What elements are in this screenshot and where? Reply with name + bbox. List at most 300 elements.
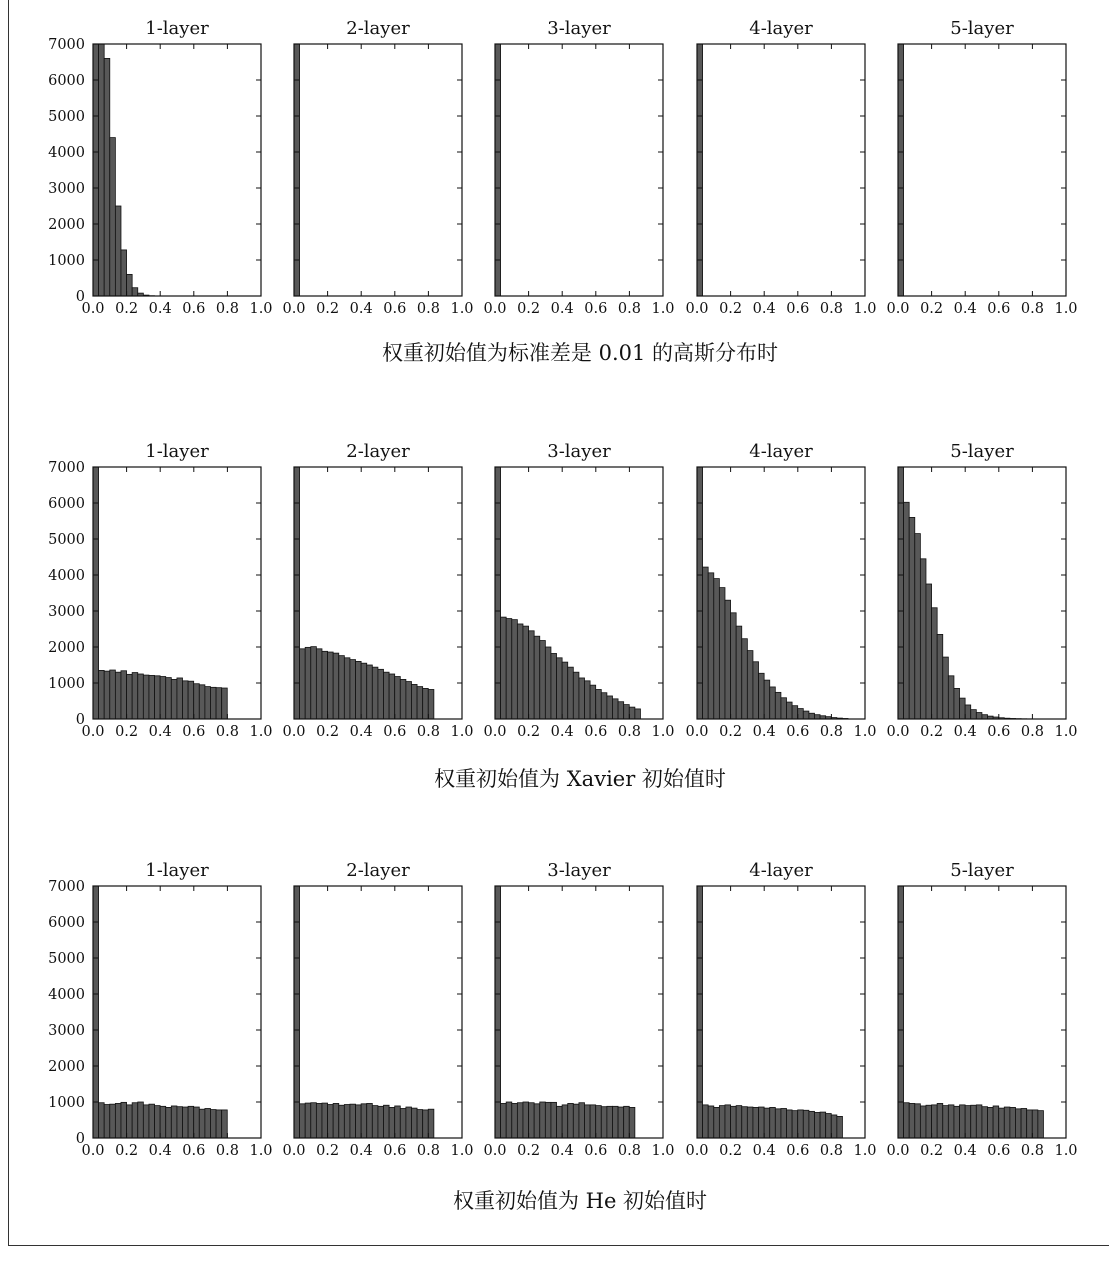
panel-r3-4-layer xyxy=(685,860,876,1159)
histogram-bar xyxy=(93,44,99,296)
panel-title: 3-layer xyxy=(547,18,611,39)
histogram-bar xyxy=(311,1103,317,1138)
x-tick-label: 0.0 xyxy=(282,724,306,740)
histogram-bar xyxy=(775,692,781,719)
histogram-bar xyxy=(205,1108,211,1138)
panel-title: 2-layer xyxy=(346,441,410,462)
x-tick-label: 0.2 xyxy=(719,724,743,740)
panel-title: 4-layer xyxy=(749,441,813,462)
x-tick-label: 0.8 xyxy=(416,301,440,317)
histogram-bar xyxy=(501,617,507,719)
panel-title: 3-layer xyxy=(547,860,611,881)
x-tick-label: 0.4 xyxy=(953,1143,977,1159)
histogram-bar xyxy=(926,1105,932,1138)
histogram-bar xyxy=(557,1106,563,1138)
x-tick-label: 0.8 xyxy=(1020,301,1044,317)
histogram-bar xyxy=(183,681,189,719)
x-tick-label: 0.2 xyxy=(920,1143,944,1159)
y-tick-label: 0 xyxy=(75,289,85,305)
axes-frame xyxy=(93,886,261,1138)
histogram-bar xyxy=(333,1103,339,1138)
histogram-bar xyxy=(624,1106,630,1138)
histogram-bar xyxy=(909,517,915,719)
x-tick-label: 0.8 xyxy=(617,1143,641,1159)
histogram-bar xyxy=(814,1112,820,1138)
histogram-bar xyxy=(803,1110,809,1138)
x-tick-label: 0.6 xyxy=(182,1143,206,1159)
histogram-bar xyxy=(149,675,155,719)
panel-r1-1-layer xyxy=(48,18,272,317)
histogram-bar xyxy=(596,1106,602,1138)
histogram-bar xyxy=(115,206,121,296)
histogram-bar xyxy=(417,1110,423,1138)
histogram-bar xyxy=(104,671,110,719)
panel-r3-1-layer xyxy=(48,860,272,1159)
histogram-bar xyxy=(395,677,401,719)
histogram-bar xyxy=(562,1105,568,1138)
histogram-bar xyxy=(121,1102,127,1138)
histogram-bar xyxy=(138,1102,144,1138)
histogram-bar xyxy=(361,663,367,719)
histogram-bar xyxy=(344,1105,350,1138)
histogram-bar xyxy=(932,608,938,719)
histogram-bar xyxy=(194,684,200,719)
histogram-bar xyxy=(378,669,384,719)
histogram-bar xyxy=(222,688,228,719)
y-tick-label: 7000 xyxy=(48,879,85,895)
y-tick-label: 5000 xyxy=(48,951,85,967)
histogram-bar xyxy=(932,1105,938,1138)
histogram-bar xyxy=(629,707,635,719)
x-tick-label: 0.6 xyxy=(987,1143,1011,1159)
histogram-bar xyxy=(155,1106,161,1138)
histogram-bar xyxy=(512,620,518,719)
histogram-bar xyxy=(585,681,591,719)
histogram-bar xyxy=(831,1115,837,1138)
histogram-bar xyxy=(210,687,216,719)
histogram-bar xyxy=(395,1106,401,1138)
histogram-bar xyxy=(328,652,334,719)
x-tick-label: 0.0 xyxy=(81,1143,105,1159)
histogram-bar xyxy=(506,1102,512,1138)
histogram-bar xyxy=(1027,1110,1033,1138)
x-tick-label: 0.8 xyxy=(215,301,239,317)
histogram-bar xyxy=(731,1106,737,1138)
histogram-bar xyxy=(736,626,742,719)
histogram-bar xyxy=(300,649,306,719)
histogram-bar xyxy=(573,1104,579,1138)
histogram-bar xyxy=(579,1103,585,1138)
histogram-bar xyxy=(545,1102,551,1138)
histogram-bar xyxy=(770,687,776,719)
histogram-bar xyxy=(993,1106,999,1138)
histogram-bar xyxy=(121,671,127,719)
axes-frame xyxy=(898,44,1066,296)
y-tick-label: 7000 xyxy=(48,460,85,476)
x-tick-label: 0.4 xyxy=(349,301,373,317)
histogram-bar xyxy=(557,658,563,719)
histogram-bar xyxy=(781,698,787,719)
x-tick-label: 0.8 xyxy=(819,301,843,317)
histogram-bar xyxy=(384,1105,390,1138)
histogram-bar xyxy=(177,678,183,719)
histogram-bar xyxy=(132,673,138,719)
x-tick-label: 0.2 xyxy=(920,301,944,317)
histogram-bar xyxy=(920,559,926,719)
histogram-bar xyxy=(920,1106,926,1138)
histogram-bar xyxy=(99,670,105,719)
y-tick-label: 0 xyxy=(75,712,85,728)
histogram-bar xyxy=(188,681,194,719)
y-tick-label: 2000 xyxy=(48,640,85,656)
y-tick-label: 5000 xyxy=(48,109,85,125)
x-tick-label: 0.0 xyxy=(685,724,709,740)
histogram-bar xyxy=(400,1108,406,1138)
histogram-bar xyxy=(495,467,501,719)
histogram-bar xyxy=(1015,1109,1021,1138)
x-tick-label: 0.4 xyxy=(752,1143,776,1159)
x-tick-label: 0.0 xyxy=(685,301,709,317)
histogram-bar xyxy=(1032,1110,1038,1138)
x-tick-label: 0.2 xyxy=(115,1143,139,1159)
panel-r2-2-layer xyxy=(282,441,473,740)
histogram-bar xyxy=(540,641,546,719)
panel-title: 5-layer xyxy=(950,441,1014,462)
histogram-bar xyxy=(607,1106,613,1138)
histogram-bar xyxy=(719,588,725,719)
histogram-bar xyxy=(809,1111,815,1138)
histogram-bar xyxy=(999,1108,1005,1138)
x-tick-label: 0.6 xyxy=(383,301,407,317)
histogram-bar xyxy=(294,467,300,719)
histogram-bar xyxy=(517,624,523,719)
histogram-bar xyxy=(222,1110,228,1138)
histogram-bar xyxy=(171,679,177,719)
histogram-bar xyxy=(764,1108,770,1138)
x-tick-label: 0.2 xyxy=(719,301,743,317)
x-tick-label: 0.4 xyxy=(550,724,574,740)
panel-title: 2-layer xyxy=(346,860,410,881)
y-tick-label: 4000 xyxy=(48,568,85,584)
x-tick-label: 1.0 xyxy=(1054,724,1078,740)
axes-frame xyxy=(294,886,462,1138)
histogram-bar xyxy=(93,886,99,1138)
histogram-bar xyxy=(601,1107,607,1138)
x-tick-label: 0.0 xyxy=(886,1143,910,1159)
histogram-bar xyxy=(540,1102,546,1138)
y-tick-label: 6000 xyxy=(48,73,85,89)
histogram-bar xyxy=(356,1105,362,1138)
histogram-bar xyxy=(350,660,356,719)
histogram-bar xyxy=(792,706,798,719)
x-tick-label: 0.4 xyxy=(953,724,977,740)
row-caption-gaussian: 权重初始值为标准差是 0.01 的高斯分布时 xyxy=(381,341,779,365)
x-tick-label: 0.6 xyxy=(786,1143,810,1159)
panel-title: 4-layer xyxy=(749,860,813,881)
histogram-bar xyxy=(770,1107,776,1138)
x-tick-label: 0.0 xyxy=(282,1143,306,1159)
row-caption-he: 权重初始值为 He 初始值时 xyxy=(452,1189,708,1213)
x-tick-label: 0.2 xyxy=(517,301,541,317)
histogram-bar xyxy=(115,1103,121,1138)
x-tick-label: 1.0 xyxy=(1054,301,1078,317)
x-tick-label: 0.4 xyxy=(349,724,373,740)
histogram-bar xyxy=(965,705,971,719)
y-tick-label: 5000 xyxy=(48,532,85,548)
panel-title: 4-layer xyxy=(749,18,813,39)
panel-r2-3-layer xyxy=(483,441,674,740)
y-tick-label: 6000 xyxy=(48,496,85,512)
histogram-bar xyxy=(216,688,222,719)
histogram-bar xyxy=(826,1114,832,1138)
x-tick-label: 1.0 xyxy=(249,301,273,317)
histogram-bar xyxy=(607,696,613,719)
panel-title: 1-layer xyxy=(145,860,209,881)
histogram-bar xyxy=(954,688,960,719)
axes-frame xyxy=(898,886,1066,1138)
histogram-bar xyxy=(803,711,809,719)
histogram-bar xyxy=(495,886,501,1138)
panel-r2-4-layer xyxy=(685,441,876,740)
histogram-bar xyxy=(316,1103,322,1138)
x-tick-label: 1.0 xyxy=(450,301,474,317)
histogram-bar xyxy=(423,1110,429,1138)
histogram-bar xyxy=(781,1108,787,1138)
x-tick-label: 1.0 xyxy=(651,1143,675,1159)
histogram-bar xyxy=(411,684,417,719)
x-tick-label: 0.6 xyxy=(584,724,608,740)
histogram-bar xyxy=(166,678,172,719)
panel-r3-3-layer xyxy=(483,860,674,1159)
histogram-bar xyxy=(127,674,133,719)
x-tick-label: 0.0 xyxy=(483,301,507,317)
x-tick-label: 0.8 xyxy=(1020,724,1044,740)
y-tick-label: 2000 xyxy=(48,1059,85,1075)
histogram-bar xyxy=(971,710,977,719)
histogram-bar xyxy=(612,1106,618,1138)
histogram-bar xyxy=(378,1106,384,1138)
x-tick-label: 1.0 xyxy=(651,301,675,317)
y-tick-label: 1000 xyxy=(48,1095,85,1111)
x-tick-label: 0.0 xyxy=(685,1143,709,1159)
histogram-bar xyxy=(753,1107,759,1138)
histogram-bar xyxy=(305,1103,311,1138)
x-tick-label: 0.0 xyxy=(483,1143,507,1159)
panel-r1-5-layer xyxy=(886,18,1077,317)
histogram-bar xyxy=(742,639,748,719)
histogram-bar xyxy=(305,647,311,719)
histogram-bar xyxy=(384,672,390,719)
axes-frame xyxy=(697,44,865,296)
histogram-bar xyxy=(495,44,501,296)
histogram-bar xyxy=(138,674,144,719)
histogram-bar xyxy=(534,1104,540,1138)
histogram-bar xyxy=(523,626,529,719)
x-tick-label: 0.2 xyxy=(316,1143,340,1159)
x-tick-label: 0.2 xyxy=(517,1143,541,1159)
histogram-bar xyxy=(898,467,904,719)
x-tick-label: 0.2 xyxy=(517,724,541,740)
histogram-bar xyxy=(697,886,703,1138)
histogram-bar xyxy=(517,1103,523,1138)
histogram-bar xyxy=(177,1107,183,1138)
histogram-bar xyxy=(820,1112,826,1138)
histogram-bar xyxy=(93,467,99,719)
x-tick-label: 0.0 xyxy=(81,724,105,740)
histogram-bar xyxy=(960,698,966,719)
y-tick-label: 4000 xyxy=(48,987,85,1003)
histogram-bar xyxy=(339,1105,345,1138)
histogram-bar xyxy=(294,886,300,1138)
histogram-bar xyxy=(612,699,618,719)
x-tick-label: 0.0 xyxy=(483,724,507,740)
panel-title: 5-layer xyxy=(950,18,1014,39)
histogram-bar xyxy=(618,702,624,719)
histogram-bar xyxy=(149,1104,155,1138)
x-tick-label: 0.8 xyxy=(416,724,440,740)
histogram-bar xyxy=(792,1111,798,1138)
x-tick-label: 0.8 xyxy=(1020,1143,1044,1159)
panel-r1-3-layer xyxy=(483,18,674,317)
x-tick-label: 1.0 xyxy=(450,1143,474,1159)
histogram-bar xyxy=(344,658,350,719)
histogram-bar xyxy=(121,250,127,296)
histogram-bar xyxy=(216,1110,222,1138)
histogram-bar xyxy=(104,58,110,296)
histogram-bar xyxy=(171,1106,177,1138)
histogram-bar xyxy=(406,682,412,719)
histogram-bar xyxy=(601,693,607,719)
histogram-bar xyxy=(759,1107,765,1138)
x-tick-label: 0.0 xyxy=(282,301,306,317)
histogram-bar xyxy=(411,1108,417,1138)
histogram-bar xyxy=(127,1105,133,1138)
panel-title: 1-layer xyxy=(145,18,209,39)
x-tick-label: 0.6 xyxy=(383,724,407,740)
y-tick-label: 2000 xyxy=(48,217,85,233)
histogram-bar xyxy=(205,687,211,719)
histogram-bar xyxy=(188,1106,194,1138)
histogram-bar xyxy=(697,467,703,719)
histogram-bar xyxy=(943,1106,949,1138)
histogram-bar xyxy=(99,1103,105,1138)
histogram-bar xyxy=(551,1102,557,1138)
x-tick-label: 0.6 xyxy=(383,1143,407,1159)
histogram-bar xyxy=(1004,1107,1010,1138)
x-tick-label: 0.4 xyxy=(752,301,776,317)
histogram-bar xyxy=(764,680,770,719)
x-tick-label: 0.4 xyxy=(349,1143,373,1159)
x-tick-label: 0.0 xyxy=(886,724,910,740)
x-tick-label: 0.4 xyxy=(148,724,172,740)
histogram-bar xyxy=(110,138,116,296)
panel-title: 3-layer xyxy=(547,441,611,462)
row-caption-xavier: 权重初始值为 Xavier 初始值时 xyxy=(434,767,726,791)
histogram-bar xyxy=(915,1104,921,1138)
histogram-bar xyxy=(976,1105,982,1138)
histogram-bar xyxy=(948,676,954,719)
x-tick-label: 0.6 xyxy=(182,301,206,317)
histogram-bar xyxy=(339,656,345,719)
x-tick-label: 0.2 xyxy=(115,724,139,740)
x-tick-label: 0.4 xyxy=(148,1143,172,1159)
histogram-bar xyxy=(1021,1108,1027,1138)
histogram-bar xyxy=(529,1103,535,1138)
histogram-bar xyxy=(328,1105,334,1138)
histogram-bar xyxy=(545,647,551,719)
histogram-bar xyxy=(333,653,339,719)
panel-title: 2-layer xyxy=(346,18,410,39)
x-tick-label: 0.2 xyxy=(316,301,340,317)
histogram-bar xyxy=(904,502,910,719)
histogram-bar xyxy=(937,634,943,719)
histogram-bar xyxy=(988,1107,994,1138)
x-tick-label: 0.6 xyxy=(786,301,810,317)
histogram-bar xyxy=(976,713,982,719)
x-tick-label: 1.0 xyxy=(853,301,877,317)
histogram-bar xyxy=(982,715,988,719)
y-tick-label: 0 xyxy=(75,1131,85,1147)
histogram-bar xyxy=(568,1103,574,1138)
histogram-bar xyxy=(747,1107,753,1138)
histogram-bar xyxy=(915,534,921,719)
histogram-bar xyxy=(759,673,765,719)
panel-r3-5-layer xyxy=(886,860,1077,1159)
histogram-bar xyxy=(590,1105,596,1138)
histogram-bar xyxy=(104,1105,110,1138)
x-tick-label: 0.0 xyxy=(886,301,910,317)
histogram-bar xyxy=(904,1103,910,1138)
histogram-bar xyxy=(132,288,138,296)
histogram-bar xyxy=(322,651,328,719)
x-tick-label: 0.4 xyxy=(953,301,977,317)
histogram-bar xyxy=(898,886,904,1138)
histogram-bar xyxy=(943,657,949,719)
histogram-bar xyxy=(736,1106,742,1138)
histogram-bar xyxy=(110,670,116,719)
y-tick-label: 4000 xyxy=(48,145,85,161)
histogram-bar xyxy=(356,661,362,719)
histogram-bar xyxy=(350,1104,356,1138)
histogram-bar xyxy=(294,44,300,296)
x-tick-label: 0.4 xyxy=(148,301,172,317)
x-tick-label: 0.2 xyxy=(316,724,340,740)
histogram-bar xyxy=(725,600,731,719)
histogram-bar xyxy=(787,702,793,719)
x-tick-label: 0.4 xyxy=(550,301,574,317)
histogram-bar xyxy=(551,653,557,719)
axes-frame xyxy=(294,44,462,296)
panel-r1-4-layer xyxy=(685,18,876,317)
histogram-bar xyxy=(372,667,378,719)
histogram-bar xyxy=(719,1106,725,1138)
x-tick-label: 0.2 xyxy=(920,724,944,740)
histogram-bar xyxy=(428,689,434,719)
histogram-bar xyxy=(926,584,932,719)
x-tick-label: 1.0 xyxy=(853,724,877,740)
histogram-bar xyxy=(814,715,820,719)
histogram-bar xyxy=(529,631,535,719)
axes-frame xyxy=(697,886,865,1138)
y-tick-label: 1000 xyxy=(48,253,85,269)
axes-frame xyxy=(495,44,663,296)
x-tick-label: 0.4 xyxy=(550,1143,574,1159)
x-tick-label: 0.8 xyxy=(819,724,843,740)
histogram-bar xyxy=(423,688,429,719)
panel-title: 1-layer xyxy=(145,441,209,462)
histogram-bar xyxy=(389,1107,395,1138)
histogram-bar xyxy=(417,687,423,719)
